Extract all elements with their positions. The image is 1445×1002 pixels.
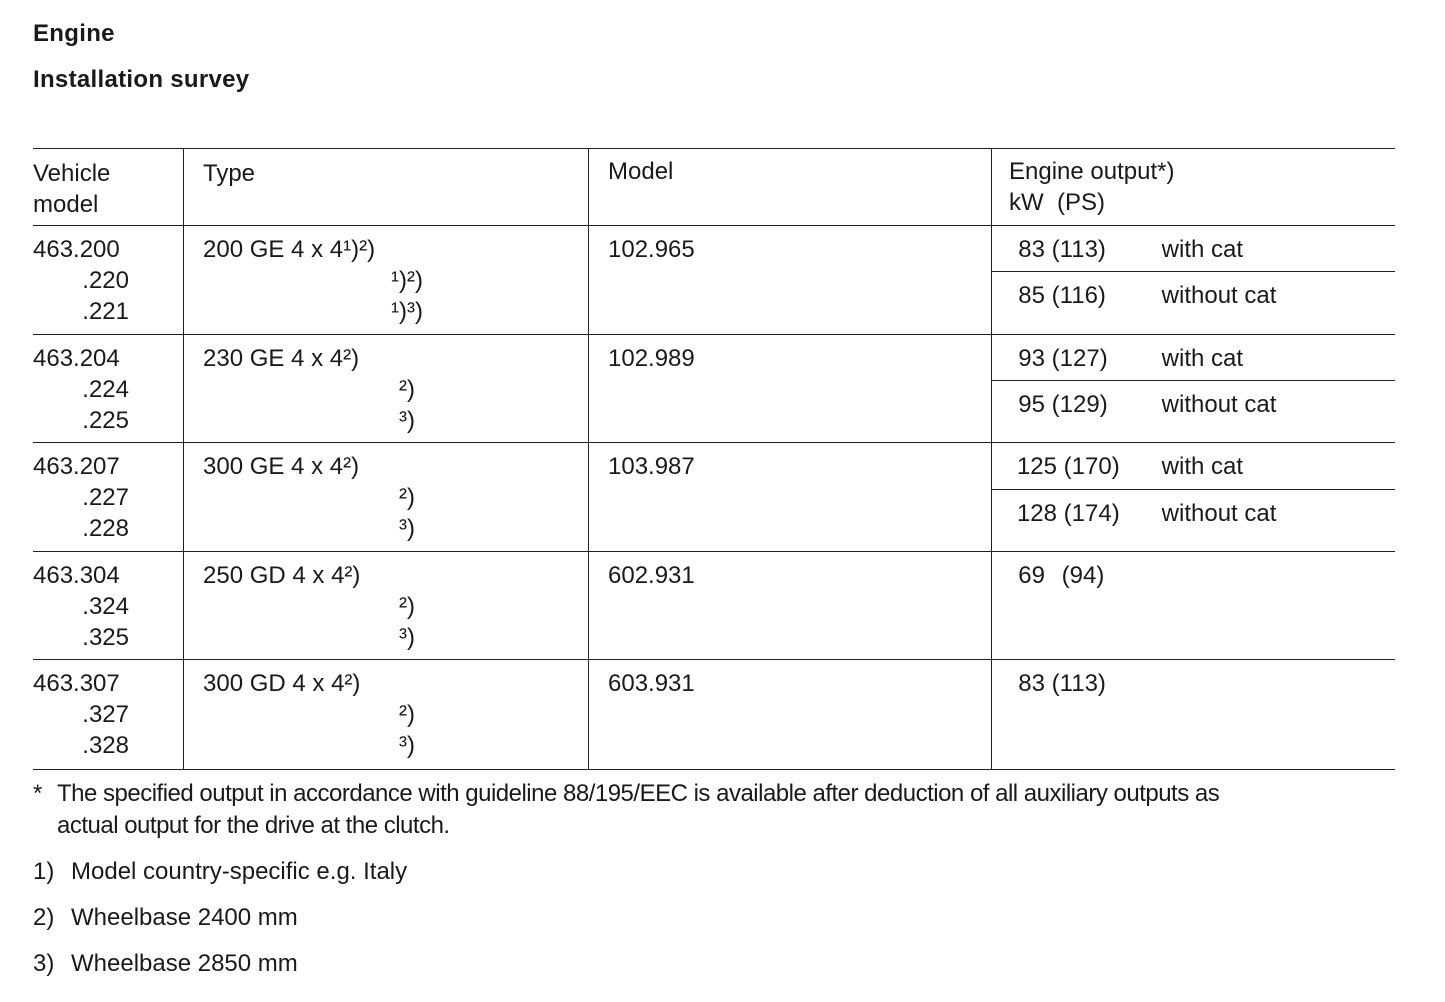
- section-title: Engine: [33, 20, 115, 47]
- output-footnote: [33, 778, 1413, 842]
- table-row-3-vehicle: 463.207 .227 .228: [33, 453, 129, 542]
- table-row-2-vehicle: 463.204 .224 .225: [33, 345, 129, 434]
- table-row-1-output-b: 85 (116) without cat: [1018, 282, 1277, 309]
- notes: [33, 778, 1413, 980]
- table-rule-bottom: [33, 769, 1395, 770]
- table-row-5-type: 300 GD 4 x 4²) ²) ³): [203, 670, 415, 759]
- footnote-star: *: [33, 780, 42, 807]
- output-sub-rule-3: [991, 489, 1395, 490]
- table-row-3-output-b: 128 (174) without cat: [1016, 500, 1277, 527]
- table-row-2-type: 230 GE 4 x 4²) ²) ³): [203, 345, 415, 434]
- table-row-5-vehicle: 463.307 .327 .328: [33, 670, 129, 759]
- table-row-1-type: 200 GE 4 x 4¹)²) ¹)²) ¹)³): [203, 236, 423, 325]
- table-row-2-output-b: 95 (129) without cat: [1018, 391, 1277, 418]
- table-col-rule-1: [183, 148, 184, 770]
- table-row-5-output: 83 (113): [1018, 670, 1106, 697]
- header-type: Type: [203, 160, 256, 187]
- footnote-1: 1) Model country-specific e.g. Italy: [33, 858, 408, 885]
- table-row-1-model: 102.965: [608, 236, 695, 263]
- table-row-4-model: 602.931: [608, 562, 695, 589]
- header-vehicle-model: Vehicle model: [33, 160, 111, 218]
- table-col-rule-2: [588, 148, 589, 770]
- table-row-4-type: 250 GD 4 x 4²) ²) ³): [203, 562, 415, 651]
- header-engine-output: Engine output*) kW (PS): [1009, 158, 1175, 216]
- table-rule-top: [33, 148, 1395, 149]
- footnote-2: 2) Wheelbase 2400 mm: [33, 904, 298, 931]
- table-rule-row-2: [33, 442, 1395, 443]
- output-sub-rule-1: [991, 271, 1395, 272]
- table-rule-row-4: [33, 659, 1395, 660]
- table-row-2-output-a: 93 (127) with cat: [1018, 345, 1244, 372]
- header-model: Model: [608, 158, 674, 185]
- table-row-3-type: 300 GE 4 x 4²) ²) ³): [203, 453, 415, 542]
- table-rule-header: [33, 225, 1395, 226]
- table-rule-row-3: [33, 551, 1395, 552]
- footnote-3: 3) Wheelbase 2850 mm: [33, 950, 298, 977]
- table-row-3-output-a: 125 (170) with cat: [1016, 453, 1244, 480]
- table-row-1-output-a: 83 (113) with cat: [1018, 236, 1244, 263]
- subtitle: Installation survey: [33, 66, 250, 93]
- table-row-4-output: 69 (94): [1018, 562, 1105, 589]
- table-rule-row-1: [33, 334, 1395, 335]
- table-row-2-model: 102.989: [608, 345, 695, 372]
- table-row-4-vehicle: 463.304 .324 .325: [33, 562, 129, 651]
- output-sub-rule-2: [991, 380, 1395, 381]
- table-row-1-vehicle: 463.200 .220 .221: [33, 236, 129, 325]
- table-row-5-model: 603.931: [608, 670, 695, 697]
- footnote-star-line-1: The specified output in accordance with guideline 88/195/EEC is available after deduction of all auxiliary outputs as: [57, 780, 1220, 807]
- footnote-star-line-2: actual output for the drive at the clutch.: [57, 812, 450, 839]
- installation-survey-table: [33, 148, 1395, 772]
- table-col-rule-3: [991, 148, 992, 770]
- table-row-3-model: 103.987: [608, 453, 695, 480]
